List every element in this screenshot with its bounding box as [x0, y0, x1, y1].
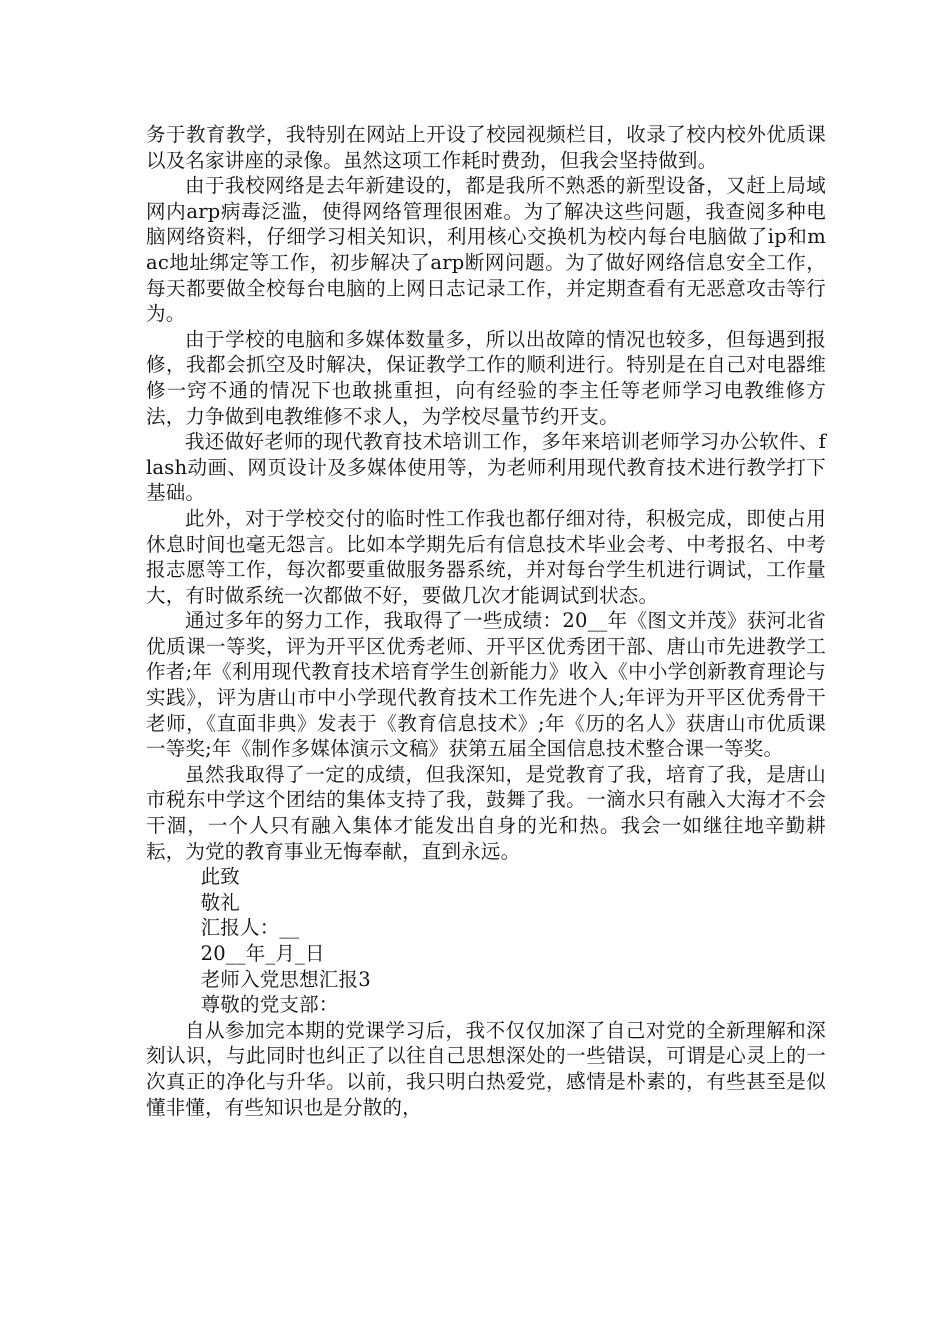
addressee-line: 尊敬的党支部：	[200, 993, 339, 1017]
paragraph-teacher-training: 我还做好老师的现代教育技术培训工作，多年来培训老师学习办公软件、flash动画、网页设计及多媒体使用等，为老师利用现代教育技术进行教学打下基础。	[146, 430, 826, 505]
paragraph-temporary-work: 此外，对于学校交付的临时性工作我也都仔细对待，积极完成，即使占用休息时间也毫无怨言。比如本学期先后有信息技术毕业会考、中考报名、中考报志愿等工作，每次都要重做服务器系统，并对每台学生机进行调试，工作量大，有时做系统一次都做不好，要做几次才能调试到状态。	[146, 506, 826, 607]
closing-salute-1: 此致	[200, 865, 240, 889]
document-body	[146, 122, 826, 1120]
closing-salute-2: 敬礼	[200, 890, 240, 914]
paragraph-achievements: 通过多年的努力工作，我取得了一些成绩：20__年《图文并茂》获河北省优质课一等奖，评为开平区优秀老师、开平区优秀团干部、唐山市先进教学工作者;年《利用现代教育技术培育学生创新能力》收入《中小学创新教育理论与实践》，评为唐山市中小学现代教育技术工作先进个人;年评为开平区优秀骨干老师，《直面非典》发表于《教育信息技术》;年《历的名人》获唐山市优质课一等奖;年《制作多媒体演示文稿》获第五届全国信息技术整合课一等奖。	[146, 609, 826, 761]
paragraph-equipment-repair: 由于学校的电脑和多媒体数量多，所以出故障的情况也较多，但每遇到报修，我都会抓空及时解决，保证教学工作的顺利进行。特别是在自己对电器维修一窍不通的情况下也敢挑重担，向有经验的李主任等老师学习电教维修方法，力争做到电教维修不求人，为学校尽量节约开支。	[146, 327, 826, 428]
paragraph-gratitude: 虽然我取得了一定的成绩，但我深知，是党教育了我，培育了我，是唐山市税东中学这个团结的集体支持了我，鼓舞了我。一滴水只有融入大海才不会干涸，一个人只有融入集体才能发出自身的光和热。我会一如继往地辛勤耕耘，为党的教育事业无悔奉献，直到永远。	[146, 762, 826, 863]
paragraph-party-study: 自从参加完本期的党课学习后，我不仅仅加深了自己对党的全新理解和深刻认识，与此同时也纠正了以往自己思想深处的一些错误，可谓是心灵上的一次真正的净化与升华。以前，我只明白热爱党，感情是朴素的，有些甚至是似懂非懂，有些知识也是分散的，	[146, 1018, 826, 1119]
paragraph-network-management: 由于我校网络是去年新建设的，都是我所不熟悉的新型设备，又赶上局域网内arp病毒泛滥，使得网络管理很困难。为了解决这些问题，我查阅多种电脑网络资料，仔细学习相关知识，利用核心交换机为校内每台电脑做了ip和mac地址绑定等工作，初步解决了arp断网问题。为了做好网络信息安全工作，每天都要做全校每台电脑的上网日志记录工作，并定期查看有无恶意攻击等行为。	[146, 174, 826, 326]
reporter-line: 汇报人：__	[200, 916, 300, 940]
next-report-title: 老师入党思想汇报3	[200, 967, 371, 991]
date-line: 20__年_月_日	[200, 942, 325, 965]
paragraph-video-column: 务于教育教学，我特别在网站上开设了校园视频栏目，收录了校内校外优质课以及名家讲座的录像。虽然这项工作耗时费劲，但我会坚持做到。	[146, 123, 826, 172]
